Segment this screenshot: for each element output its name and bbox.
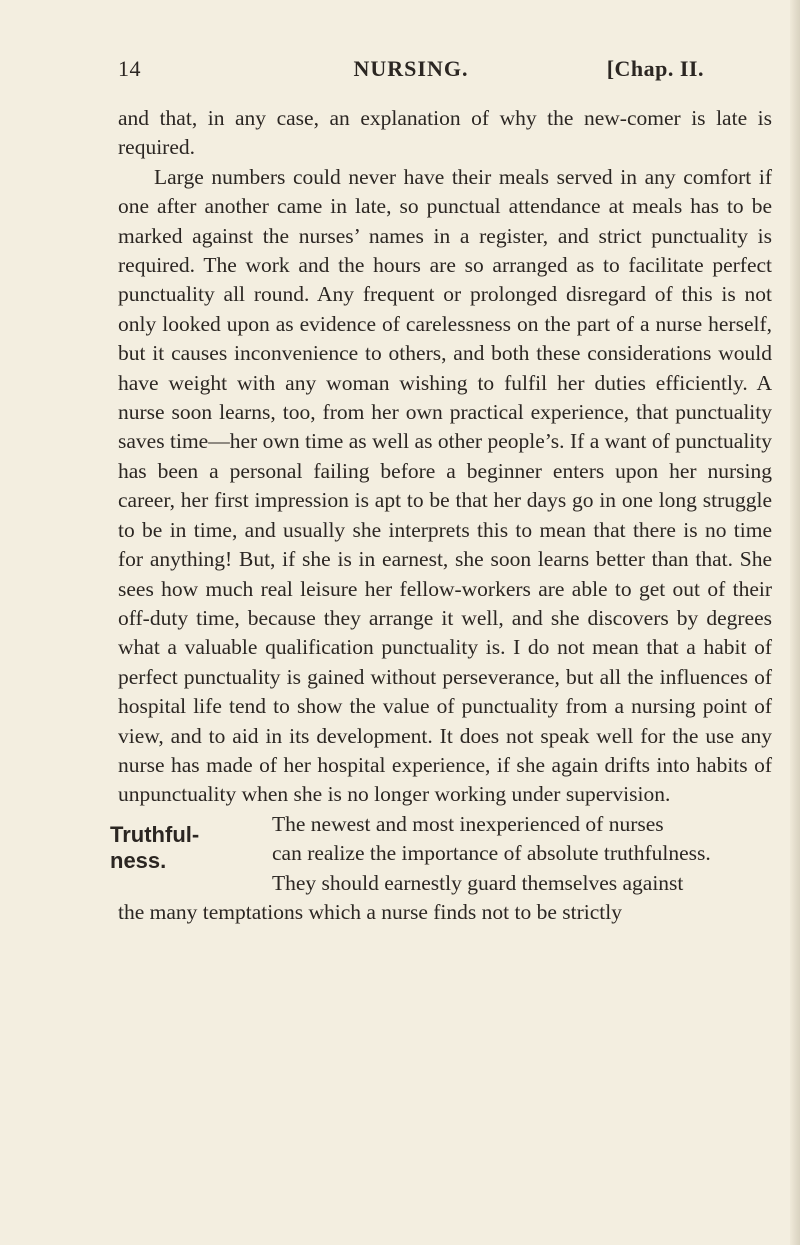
running-head (118, 56, 704, 86)
section-line-2: can realize the importance of absolute truthfulness. (272, 841, 711, 866)
chapter-label: [Chap. II. (606, 56, 704, 81)
page-edge (790, 0, 800, 1245)
paragraph-punctuality: Large numbers could never have their meals served in any comfort if one after another came in late, so punctual attendance at meals has to be marked against the nurses’ names in a register, and strict punctuality is required. The work and the hours are so arranged as to facilitate perfect punctuality all round. Any frequent or prolonged disregard of this is not only looked upon as evidence of carelessness on the part of a nurse herself, but it causes inconvenience to others, and both these considerations would have weight with any woman wishing to fulfil her duties efficiently. A nurse soon learns, too, from her own practical experience, that punctuality saves time—her own time as well as other people’s. If a want of punctuality has been a personal failing before a beginner enters upon her nursing career, her first impression is apt to be that her days go in one long struggle to be in time, and usually she interprets this to mean that there is no time for anything! But, if she is in earnest, she soon learns better than that. She sees how much real leisure her fellow-workers are able to get out of their off-duty time, because they arrange it well, and she discovers by degrees what a valuable qualification punctuality is. I do not mean that a habit of perfect punctuality is gained without perseverance, but all the influences of hospital life tend to show the value of punctuality from a nursing point of view, and to aid in its development. It does not speak well for the use any nurse has made of her hospital experience, if she again drifts into habits of unpunctuality when she is no longer working under supervision. (118, 164, 772, 807)
side-note-heading: Truthful-ness. (110, 821, 200, 873)
section-line-3: They should earnestly guard themselves against (272, 870, 684, 895)
paragraph-continued: and that, in any case, an explanation of why the new-comer is late is required. (118, 106, 772, 160)
body-text (110, 104, 772, 927)
section-continuation: the many temptations which a nurse finds not to be strictly (118, 899, 622, 924)
section-line-1: The newest and most inexperienced of nurses (272, 811, 664, 836)
running-title: NURSING. (353, 56, 469, 81)
page-number: 14 (118, 56, 141, 81)
section-truthfulness (110, 810, 772, 928)
